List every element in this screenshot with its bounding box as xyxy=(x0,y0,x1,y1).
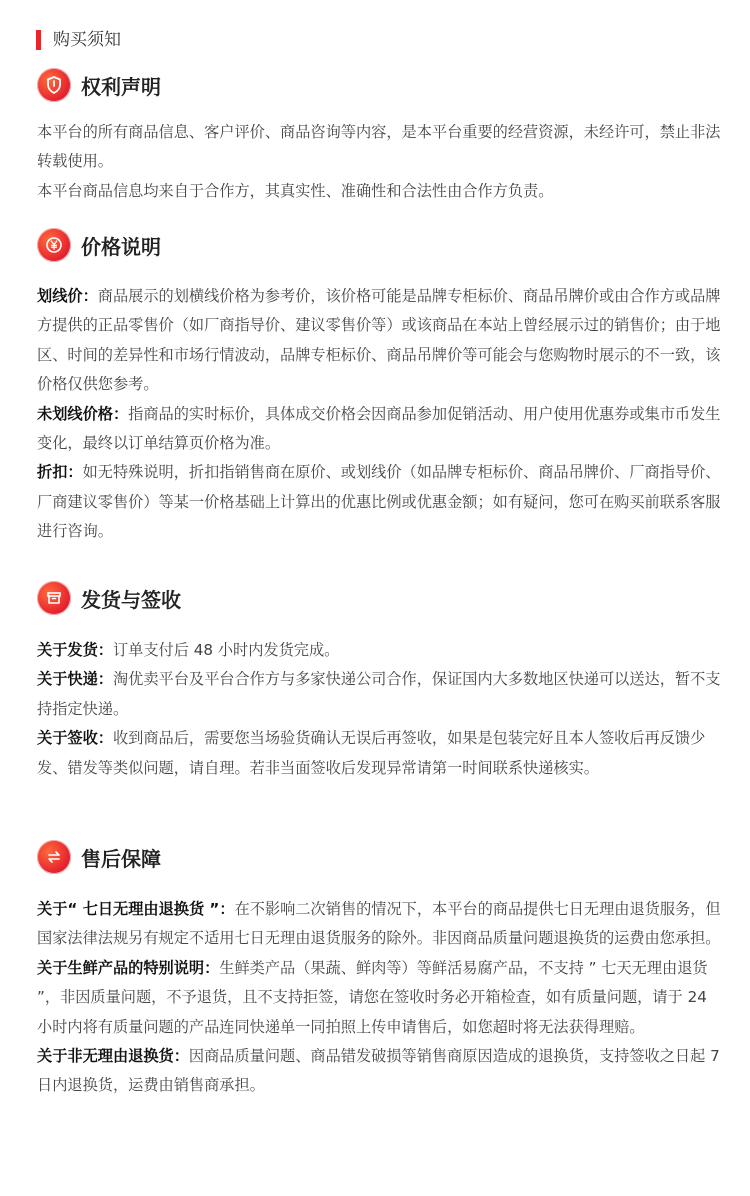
item-text: 如无特殊说明，折扣指销售商在原价、或划线价（如品牌专柜标价、商品吊牌价、厂商指导价、厂商建议零售价）等某一价格基础上计算出的优惠比例或优惠金额；如有疑问，您可在购买前联系客服进行咨询。 xyxy=(37,463,721,541)
item-label: 关于发货： xyxy=(37,641,113,659)
shield-icon xyxy=(37,68,71,102)
item-label: 关于签收： xyxy=(37,729,113,748)
section-header-aftersale xyxy=(37,840,161,874)
section-title: 发货与签收 xyxy=(81,587,181,612)
item-text: 订单支付后 48 小时内发货完成。 xyxy=(112,641,340,659)
list-item xyxy=(37,724,725,783)
section-title: 权利声明 xyxy=(81,74,161,99)
notice-header xyxy=(36,30,121,50)
list-item xyxy=(37,665,725,724)
item-label: 关于快递： xyxy=(37,670,113,689)
item-text: 商品展示的划横线价格为参考价，该价格可能是品牌专柜标价、商品吊牌价或由合作方或品牌方提供的正品零售价（如厂商指导价、建议零售价等）或该商品在本站上曾经展示过的销售价；由于地区、时间的差异性和市场行情波动，品牌专柜标价、商品吊牌价等可能会与您购物时展示的不一致，该价格仅供您参考。 xyxy=(37,287,721,394)
section-header-shipping xyxy=(37,581,181,615)
section-body-aftersale xyxy=(37,895,725,1101)
yen-icon xyxy=(37,228,71,262)
section-header-rights xyxy=(37,68,161,102)
item-text: 在不影响二次销售的情况下，本平台的商品提供七日无理由退货服务，但国家法律法规另有规定不适用七日无理由退货服务的除外。非因商品质量问题退换货的运费由您承担。 xyxy=(37,900,721,948)
list-item xyxy=(37,282,725,400)
section-header-price xyxy=(37,228,161,262)
item-label: 关于生鲜产品的特别说明： xyxy=(37,958,220,977)
item-text: 淘优卖平台及平台合作方与多家快递公司合作，保证国内大多数地区快递可以送达，暂不支持指定快递。 xyxy=(37,670,721,718)
item-text: 指商品的实时标价，具体成交价格会因商品参加促销活动、用户使用优惠券或集市币发生变化，最终以订单结算页价格为准。 xyxy=(37,404,721,453)
item-label: 未划线价格： xyxy=(37,404,129,423)
header-accent-bar xyxy=(36,30,41,50)
item-text: 收到商品后，需要您当场验货确认无误后再签收，如果是包装完好且本人签收后再反馈少发、错发等类似问题，请自理。若非当面签收后发现异常请第一时间联系快递核实。 xyxy=(37,729,706,777)
list-item xyxy=(37,1042,725,1101)
list-item xyxy=(37,954,725,1042)
paragraph: 本平台的所有商品信息、客户评价、商品咨询等内容，是本平台重要的经营资源，未经许可，禁止非法转载使用。 xyxy=(37,123,721,171)
item-label: 关于“ 七日无理由退换货 ”： xyxy=(37,900,235,918)
item-text: 因商品质量问题、商品错发破损等销售商原因造成的退换货，支持签收之日起 7 日内退换货，运费由销售商承担。 xyxy=(37,1047,720,1095)
exchange-icon xyxy=(37,840,71,874)
list-item xyxy=(37,458,725,546)
item-label: 划线价： xyxy=(37,287,98,305)
list-item xyxy=(37,636,725,665)
item-text: 生鲜类产品（果蔬、鲜肉等）等鲜活易腐产品，不支持 ” 七天无理由退货 ”，非因质量问题，不予退货，且不支持拒签，请您在签收时务必开箱检查，如有质量问题，请于 24 小时内将有质量问题的产品连同快递单一同拍照上传申请售后，如您超时将无法获得理赔。 xyxy=(37,958,708,1036)
section-title: 价格说明 xyxy=(81,234,161,259)
box-icon xyxy=(37,581,71,615)
page-title: 购买须知 xyxy=(53,30,121,50)
paragraph: 本平台商品信息均来自于合作方，其真实性、准确性和合法性由合作方负责。 xyxy=(37,181,554,200)
section-body-price xyxy=(37,282,725,547)
item-label: 折扣： xyxy=(37,463,83,482)
list-item xyxy=(37,400,725,459)
list-item xyxy=(37,895,725,954)
section-title: 售后保障 xyxy=(81,846,161,871)
section-body-shipping xyxy=(37,636,725,783)
item-label: 关于非无理由退换货： xyxy=(37,1047,189,1066)
section-body-rights xyxy=(37,118,725,206)
